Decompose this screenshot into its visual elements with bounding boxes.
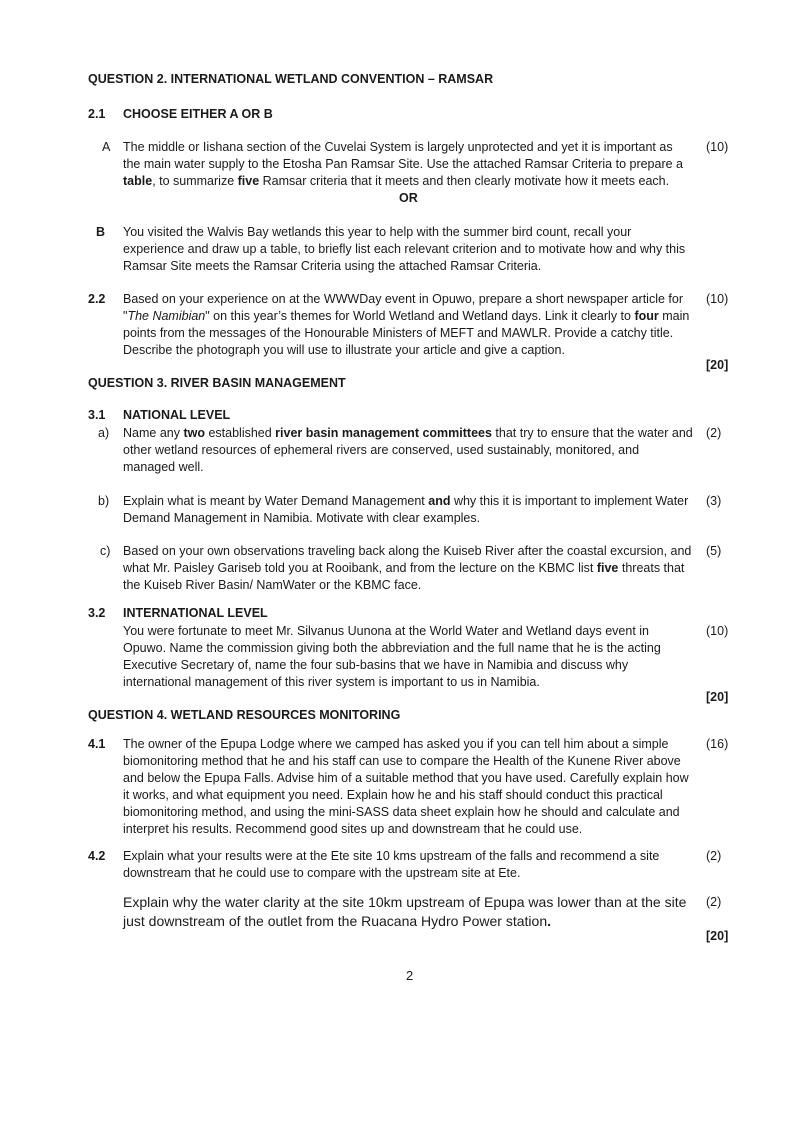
item-b-label: b) bbox=[98, 494, 110, 508]
section-3-1-title: NATIONAL LEVEL bbox=[123, 408, 231, 422]
section-4-2-text: Explain what your results were at the Ete site 10 kms upstream of the falls and recommend a site downstream that he could use to compare with the upstream site at Ete. bbox=[123, 849, 660, 880]
item-b-text: Explain what is meant by Water Demand Management and why this it is important to implement Water Demand Management in Namibia. Motivate with clear examples. bbox=[123, 494, 689, 525]
question-3-heading: QUESTION 3. RIVER BASIN MANAGEMENT bbox=[88, 376, 346, 390]
section-3-2-text: You were fortunate to meet Mr. Silvanus Uunona at the World Water and Wetland days event in Opuwo. Name the commission giving both the abbreviation and the full name that he is the acting Executive Secretary of, name the four sub-basins that we have in Namibia and discuss why international management of this river system is important to us in Namibia. bbox=[123, 624, 661, 689]
option-a-label: A bbox=[102, 140, 111, 154]
option-a-marks: (10) bbox=[706, 140, 729, 154]
section-4-2-number: 4.2 bbox=[88, 849, 106, 863]
section-4-1-number: 4.1 bbox=[88, 737, 106, 751]
section-3-1-number: 3.1 bbox=[88, 408, 106, 422]
section-4-3-marks: (2) bbox=[706, 895, 722, 909]
item-b-marks: (3) bbox=[706, 494, 722, 508]
section-4-1-text: The owner of the Epupa Lodge where we camped has asked you if you can tell him about a simple biomonitoring method that he and his staff can use to compare the Health of the Kunene River above and below the Epupa Falls. Advise him of a suitable method that you have used. Carefully explain how it works, and what equipment you need. Explain how he and his staff should conduct this practical biomonitoring method, and using the mini-SASS data sheet explain how he should and calculate and interpret his results. Recommend good sites up and downstream that he could use. bbox=[123, 737, 689, 836]
section-3-2-marks: (10) bbox=[706, 624, 729, 638]
item-c-text: Based on your own observations traveling back along the Kuiseb River after the coastal excursion, and what Mr. Paisley Gariseb told you at Rooibank, and from the lecture on the KBMC list five threats that the Kuiseb River Basin/ NamWater or the KBMC face. bbox=[123, 544, 692, 592]
item-c-label: c) bbox=[100, 544, 111, 558]
item-a-label: a) bbox=[98, 426, 110, 440]
section-2-2-marks: (10) bbox=[706, 292, 729, 306]
section-4-1-marks: (16) bbox=[706, 737, 729, 751]
or-divider: OR bbox=[399, 191, 418, 205]
option-b-text: You visited the Walvis Bay wetlands this year to help with the summer bird count, recall your experience and draw up a table, to briefly list each relevant criterion and to motivate how and why this Ramsar Site meets the Ramsar Criteria using the attached Ramsar Criteria. bbox=[123, 225, 686, 273]
question-4-heading: QUESTION 4. WETLAND RESOURCES MONITORING bbox=[88, 708, 401, 722]
section-2-1-number: 2.1 bbox=[88, 107, 106, 121]
question-2-heading: QUESTION 2. INTERNATIONAL WETLAND CONVENTION – RAMSAR bbox=[88, 72, 494, 86]
question-3-total: [20] bbox=[706, 690, 729, 704]
section-4-3-text: Explain why the water clarity at the site 10km upstream of Epupa was lower than at the site just downstream of the outlet from the Ruacana Hydro Power station. bbox=[123, 894, 687, 929]
section-4-2-marks: (2) bbox=[706, 849, 722, 863]
section-2-2-text: Based on your experience on at the WWWDay event in Opuwo, prepare a short newspaper article for "The Namibian" on this year’s themes for World Wetland and Wetland days. Link it clearly to four main points from the messages of the Honourable Ministers of MEFT and MAWLR. Provide a catchy title. Describe the photograph you will use to illustrate your article and give a caption. bbox=[123, 292, 690, 357]
item-a-marks: (2) bbox=[706, 426, 722, 440]
section-3-2-number: 3.2 bbox=[88, 606, 106, 620]
question-2-total: [20] bbox=[706, 358, 729, 372]
section-2-2-number: 2.2 bbox=[88, 292, 106, 306]
page-number: 2 bbox=[406, 968, 414, 983]
question-4-total: [20] bbox=[706, 929, 729, 943]
option-a-text: The middle or Iishana section of the Cuvelai System is largely unprotected and yet it is important as the main water supply to the Etosha Pan Ramsar Site. Use the attached Ramsar Criteria to prepare a table, to summarize five Ramsar criteria that it meets and then clearly motivate how it meets each. bbox=[123, 140, 683, 188]
item-c-marks: (5) bbox=[706, 544, 722, 558]
item-a-text: Name any two established river basin management committees that try to ensure that the water and other wetland resources of ephemeral rivers are conserved, used sustainably, monitored, and managed well. bbox=[123, 426, 693, 474]
section-2-1-title: CHOOSE EITHER A OR B bbox=[123, 107, 273, 121]
section-3-2-title: INTERNATIONAL LEVEL bbox=[123, 606, 268, 620]
option-b-label: B bbox=[96, 225, 106, 239]
